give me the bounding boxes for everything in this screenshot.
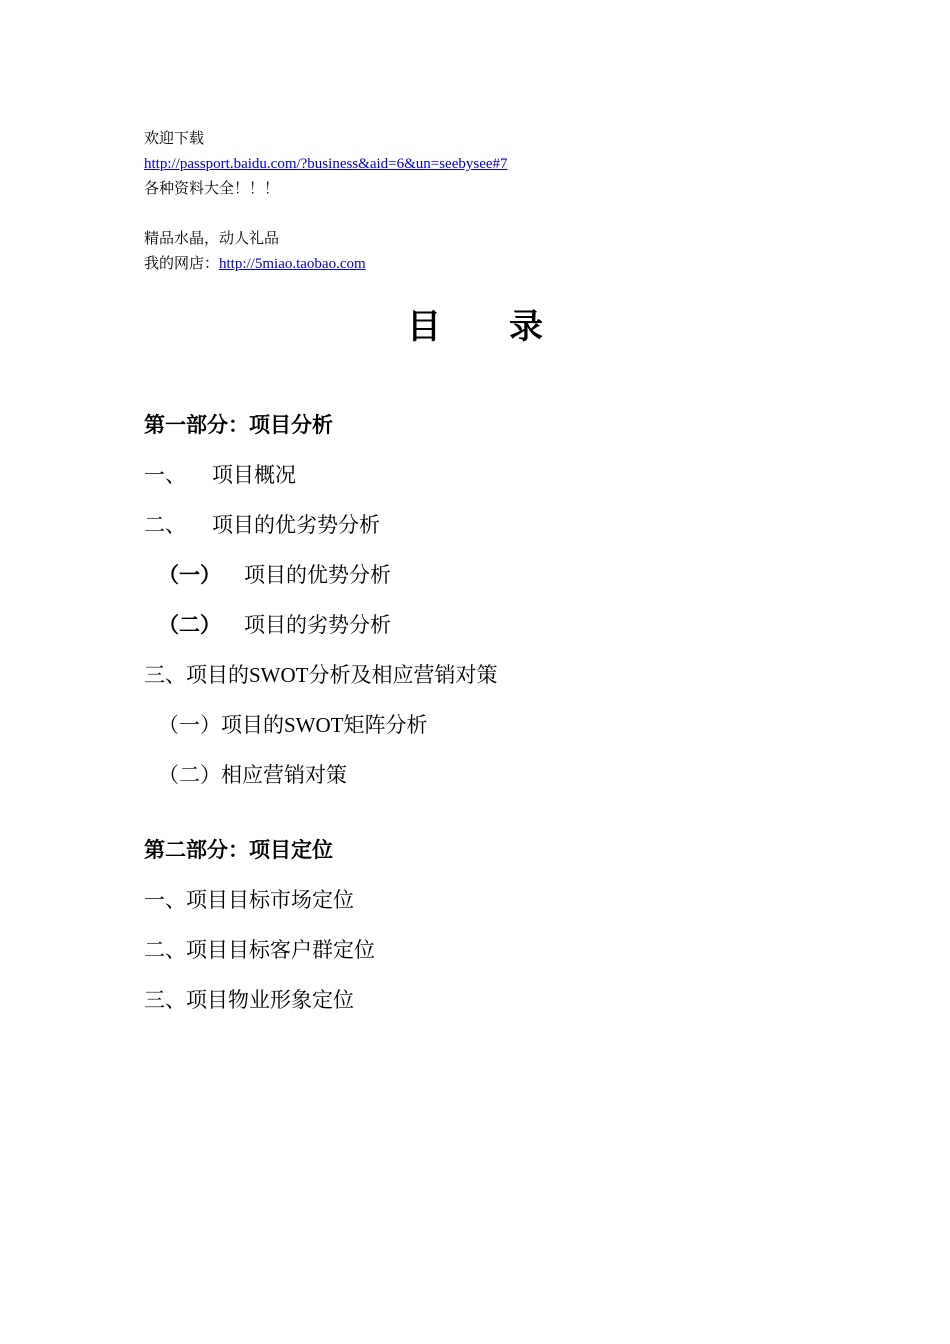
toc-item: （二）相应营销对策: [158, 763, 347, 787]
toc-item: （一）项目的SWOT矩阵分析: [158, 713, 428, 737]
shop-link[interactable]: http://5miao.taobao.com: [219, 256, 366, 272]
toc-item: （二） 项目的劣势分析: [158, 612, 391, 637]
toc-item: （一） 项目的优势分析: [158, 562, 391, 587]
toc-title: 目录: [407, 307, 611, 347]
promo-header: [144, 126, 508, 276]
download-link[interactable]: http://passport.baidu.com/?business&aid=6&un=seebysee#7: [144, 156, 508, 172]
welcome-text: 欢迎下载: [144, 129, 205, 147]
spacer: [144, 201, 508, 226]
toc-item: 三、项目物业形象定位: [144, 988, 354, 1012]
toc-item: 一、项目目标市场定位: [144, 888, 354, 912]
shop-label: 我的网店：: [144, 254, 220, 272]
toc-item: 二、 项目的优劣势分析: [144, 513, 380, 537]
slogan-text: 各种资料大全！！！: [144, 179, 280, 197]
spacer: [144, 805, 844, 830]
part1-heading: 第一部分：项目分析: [144, 412, 333, 437]
toc-item: 二、项目目标客户群定位: [144, 938, 375, 962]
shop-tagline: 精品水晶，动人礼品: [144, 229, 280, 247]
toc-item: 一、 项目概况: [144, 463, 296, 487]
part2-heading: 第二部分：项目定位: [144, 837, 333, 862]
table-of-contents: [144, 405, 844, 1030]
toc-item: 三、项目的SWOT分析及相应营销对策: [144, 663, 498, 687]
